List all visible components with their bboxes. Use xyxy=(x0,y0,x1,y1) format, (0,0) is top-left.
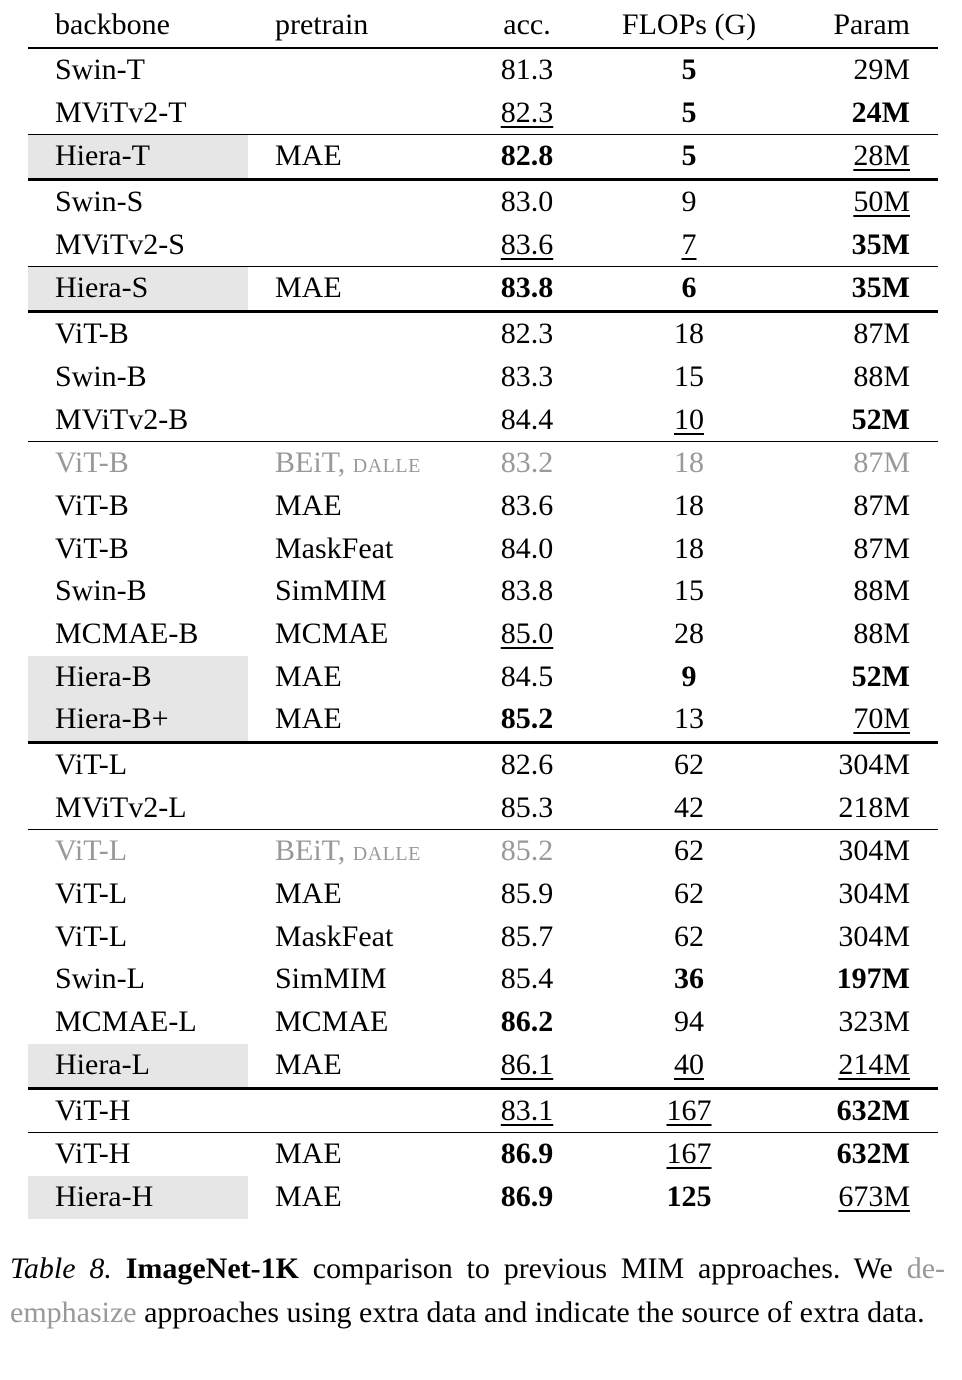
cell-backbone xyxy=(28,1176,248,1219)
cell-backbone xyxy=(28,873,248,916)
cell-acc xyxy=(477,698,577,741)
acc-value: 83.6 xyxy=(500,227,554,261)
cell-backbone xyxy=(28,92,248,135)
acc-value: 85.9 xyxy=(500,877,554,911)
acc-value: 83.1 xyxy=(500,1093,554,1127)
table-row xyxy=(28,656,938,699)
pretrain-value: MAE xyxy=(275,1137,342,1171)
cell-backbone xyxy=(28,49,248,92)
cell-pretrain xyxy=(275,698,342,741)
cell-backbone xyxy=(28,528,248,571)
cell-flops xyxy=(639,1176,739,1219)
backbone-value: MCMAE-B xyxy=(55,616,199,650)
flops-value: 18 xyxy=(674,317,704,351)
acc-value: 81.3 xyxy=(500,53,554,86)
cell-flops xyxy=(639,613,739,656)
header-backbone: backbone xyxy=(55,8,170,41)
cell-pretrain xyxy=(275,916,393,959)
comparison-table xyxy=(28,0,938,1219)
cell-param xyxy=(838,830,910,873)
param-value: 214M xyxy=(838,1047,910,1081)
cell-flops xyxy=(639,958,739,1001)
pretrain-value: MCMAE xyxy=(275,1005,389,1039)
cell-flops xyxy=(639,224,739,267)
cell-flops xyxy=(639,787,739,830)
param-value: 87M xyxy=(853,531,910,565)
cell-param xyxy=(852,399,910,442)
backbone-value: Hiera-H xyxy=(55,1179,154,1213)
table-row xyxy=(28,873,938,916)
cell-acc xyxy=(477,181,577,224)
backbone-value: Hiera-B+ xyxy=(55,702,169,736)
flops-value: 13 xyxy=(674,702,704,736)
flops-value: 7 xyxy=(681,227,697,261)
pretrain-value: MCMAE xyxy=(275,616,389,650)
cell-acc xyxy=(477,873,577,916)
pretrain-value: BEiT, xyxy=(275,834,353,868)
cell-backbone xyxy=(28,830,248,873)
cell-flops xyxy=(639,399,739,442)
flops-value: 36 xyxy=(674,962,704,996)
cell-flops xyxy=(639,442,739,485)
acc-value: 85.7 xyxy=(500,919,554,953)
header-flops: FLOPs (G) xyxy=(621,8,757,41)
cell-acc xyxy=(477,1090,577,1133)
pretrain-value: MaskFeat xyxy=(275,919,394,953)
backbone-value: ViT-H xyxy=(55,1093,131,1127)
pretrain-value: MAE xyxy=(275,488,342,522)
table-row xyxy=(28,1001,938,1044)
cell-pretrain xyxy=(275,570,387,613)
pretrain-value: MAE xyxy=(275,877,342,911)
acc-value: 85.2 xyxy=(500,834,554,868)
table-row xyxy=(28,49,938,92)
table-row xyxy=(28,399,938,443)
cell-flops xyxy=(639,1090,739,1133)
cell-acc xyxy=(477,224,577,267)
acc-value: 83.0 xyxy=(500,185,554,219)
table-row xyxy=(28,224,938,268)
table-row xyxy=(28,442,938,485)
backbone-value: Hiera-B xyxy=(55,659,152,693)
table-row xyxy=(28,181,938,224)
cell-param xyxy=(853,485,910,528)
flops-value: 62 xyxy=(674,877,704,911)
cell-flops xyxy=(639,830,739,873)
pretrain-value: MAE xyxy=(275,702,342,736)
acc-value: 85.3 xyxy=(500,790,554,824)
cell-backbone xyxy=(28,1044,248,1087)
cell-param xyxy=(838,873,910,916)
table-row xyxy=(28,958,938,1001)
cell-backbone xyxy=(28,442,248,485)
cell-acc xyxy=(477,399,577,442)
param-value: 632M xyxy=(836,1093,910,1127)
cell-acc xyxy=(477,613,577,656)
cell-param xyxy=(853,181,910,224)
acc-value: 82.6 xyxy=(500,748,554,781)
backbone-value: Hiera-S xyxy=(55,271,149,305)
table-row xyxy=(28,1090,938,1134)
backbone-value: ViT-L xyxy=(55,877,128,911)
cell-pretrain xyxy=(275,1133,342,1176)
cell-param xyxy=(853,135,910,178)
cell-param xyxy=(853,570,910,613)
flops-value: 62 xyxy=(674,834,704,868)
acc-value: 83.8 xyxy=(500,574,554,608)
cell-backbone xyxy=(28,744,248,787)
cell-param xyxy=(852,267,910,310)
flops-value: 15 xyxy=(674,574,704,608)
cell-flops xyxy=(639,92,739,135)
cell-pretrain xyxy=(275,442,421,488)
cell-backbone xyxy=(28,656,248,699)
table-row xyxy=(28,570,938,613)
cell-acc xyxy=(477,744,577,787)
cell-param xyxy=(838,787,910,830)
cell-acc xyxy=(477,958,577,1001)
pretrain-value: MAE xyxy=(275,139,342,173)
cell-acc xyxy=(477,528,577,571)
cell-pretrain xyxy=(275,528,393,571)
cell-acc xyxy=(477,442,577,485)
cell-flops xyxy=(639,1133,739,1176)
cell-backbone xyxy=(28,356,248,399)
cell-param xyxy=(853,613,910,656)
cell-acc xyxy=(477,135,577,178)
cell-flops xyxy=(639,1001,739,1044)
cell-param xyxy=(853,49,910,92)
acc-value: 83.8 xyxy=(500,271,554,305)
caption-label: Table 8. xyxy=(10,1252,112,1285)
flops-value: 9 xyxy=(681,185,697,219)
param-value: 28M xyxy=(853,139,910,173)
param-value: 88M xyxy=(853,574,910,608)
cell-backbone xyxy=(28,1133,248,1176)
cell-acc xyxy=(477,356,577,399)
backbone-value: ViT-B xyxy=(55,317,129,351)
backbone-value: ViT-B xyxy=(55,531,129,565)
pretrain-value: MaskFeat xyxy=(275,531,394,565)
param-value: 70M xyxy=(853,702,910,736)
cell-acc xyxy=(477,313,577,356)
cell-acc xyxy=(477,787,577,830)
acc-value: 85.4 xyxy=(500,962,554,996)
param-value: 87M xyxy=(853,488,910,522)
pretrain-value: MAE xyxy=(275,271,342,305)
param-value: 673M xyxy=(838,1179,910,1213)
backbone-value: Swin-T xyxy=(55,53,145,86)
param-value: 50M xyxy=(853,185,910,219)
acc-value: 85.2 xyxy=(500,702,554,736)
cell-flops xyxy=(639,916,739,959)
cell-param xyxy=(853,356,910,399)
flops-value: 5 xyxy=(681,53,697,86)
cell-backbone xyxy=(28,958,248,1001)
cell-backbone xyxy=(28,698,248,741)
cell-param xyxy=(853,313,910,356)
cell-acc xyxy=(477,916,577,959)
table-row xyxy=(28,1133,938,1176)
cell-flops xyxy=(639,656,739,699)
cell-param xyxy=(838,1001,910,1044)
caption-text: comparison to previous MIM approaches. We xyxy=(298,1252,907,1285)
pretrain-value: SimMIM xyxy=(275,574,387,608)
cell-param xyxy=(837,1133,910,1176)
cell-pretrain xyxy=(275,830,421,876)
cell-param xyxy=(838,916,910,959)
cell-pretrain xyxy=(275,1001,388,1044)
header-acc: acc. xyxy=(503,8,551,41)
param-value: 35M xyxy=(851,227,910,261)
table-row xyxy=(28,787,938,831)
table-row xyxy=(28,916,938,959)
flops-value: 18 xyxy=(674,531,704,565)
cell-acc xyxy=(477,1176,577,1219)
table-row xyxy=(28,613,938,656)
flops-value: 167 xyxy=(666,1137,712,1171)
param-value: 218M xyxy=(838,790,910,824)
cell-acc xyxy=(477,267,577,310)
cell-pretrain xyxy=(275,958,387,1001)
table-row xyxy=(28,135,938,181)
cell-param xyxy=(838,744,910,787)
backbone-value: Hiera-T xyxy=(55,139,150,173)
acc-value: 84.5 xyxy=(500,659,554,693)
table-row xyxy=(28,1176,938,1219)
acc-value: 84.4 xyxy=(500,402,554,436)
acc-value: 83.6 xyxy=(500,488,554,522)
backbone-value: MViTv2-L xyxy=(55,790,187,824)
param-value: 88M xyxy=(853,616,910,650)
cell-backbone xyxy=(28,570,248,613)
param-value: 197M xyxy=(836,962,910,996)
pretrain-value: MAE xyxy=(275,1047,342,1081)
cell-pretrain xyxy=(275,873,342,916)
acc-value: 83.2 xyxy=(500,446,554,480)
cell-flops xyxy=(639,267,739,310)
flops-value: 125 xyxy=(666,1179,712,1213)
cell-param xyxy=(852,656,910,699)
acc-value: 84.0 xyxy=(500,531,554,565)
acc-value: 86.1 xyxy=(500,1047,554,1081)
header-param: Param xyxy=(833,8,910,41)
cell-backbone xyxy=(28,399,248,442)
cell-acc xyxy=(477,1001,577,1044)
caption-deemphasize: de-emphasize xyxy=(10,1252,945,1329)
backbone-value: ViT-L xyxy=(55,834,128,868)
flops-value: 40 xyxy=(674,1047,704,1081)
cell-flops xyxy=(639,313,739,356)
cell-param xyxy=(838,1044,910,1087)
flops-value: 10 xyxy=(674,402,704,436)
backbone-value: MCMAE-L xyxy=(55,1005,197,1039)
cell-param xyxy=(852,92,910,135)
table-row xyxy=(28,356,938,399)
backbone-value: MViTv2-S xyxy=(55,227,185,261)
cell-flops xyxy=(639,528,739,571)
flops-value: 167 xyxy=(666,1093,712,1127)
table-row xyxy=(28,92,938,136)
pretrain-value: MAE xyxy=(275,1179,342,1213)
flops-value: 94 xyxy=(674,1005,704,1039)
flops-value: 5 xyxy=(681,95,697,129)
acc-value: 86.2 xyxy=(500,1005,554,1039)
backbone-value: Hiera-L xyxy=(55,1047,150,1081)
param-value: 304M xyxy=(838,834,910,868)
backbone-value: MViTv2-B xyxy=(55,402,189,436)
cell-flops xyxy=(639,1044,739,1087)
flops-value: 62 xyxy=(674,748,704,781)
cell-param xyxy=(853,698,910,741)
cell-backbone xyxy=(28,1090,248,1133)
cell-acc xyxy=(477,830,577,873)
backbone-value: ViT-L xyxy=(55,919,128,953)
cell-acc xyxy=(477,485,577,528)
flops-value: 15 xyxy=(674,359,704,393)
cell-pretrain xyxy=(275,1044,342,1087)
cell-param xyxy=(837,958,910,1001)
param-value: 52M xyxy=(851,659,910,693)
cell-backbone xyxy=(28,135,248,178)
cell-pretrain xyxy=(275,485,342,528)
cell-flops xyxy=(639,49,739,92)
pretrain-data-source: DALLE xyxy=(352,843,421,866)
cell-pretrain xyxy=(275,613,388,656)
acc-value: 85.0 xyxy=(500,616,554,650)
cell-pretrain xyxy=(275,1176,342,1219)
table-row xyxy=(28,830,938,873)
caption-text-2: approaches using extra data and indicate the source of extra data. xyxy=(136,1296,925,1329)
backbone-value: MViTv2-T xyxy=(55,95,187,129)
table-row xyxy=(28,267,938,313)
acc-value: 86.9 xyxy=(500,1137,554,1171)
flops-value: 28 xyxy=(674,616,704,650)
cell-backbone xyxy=(28,224,248,267)
table-row xyxy=(28,698,938,744)
acc-value: 83.3 xyxy=(500,359,554,393)
cell-pretrain xyxy=(275,135,342,178)
flops-value: 18 xyxy=(674,446,704,480)
backbone-value: ViT-L xyxy=(55,748,128,781)
backbone-value: ViT-H xyxy=(55,1137,131,1171)
param-value: 24M xyxy=(851,95,910,129)
acc-value: 86.9 xyxy=(500,1179,554,1213)
cell-backbone xyxy=(28,916,248,959)
cell-param xyxy=(853,442,910,485)
param-value: 29M xyxy=(853,53,910,86)
param-value: 304M xyxy=(838,748,910,781)
backbone-value: ViT-B xyxy=(55,446,129,480)
param-value: 304M xyxy=(838,919,910,953)
cell-backbone xyxy=(28,613,248,656)
pretrain-value: SimMIM xyxy=(275,962,387,996)
param-value: 88M xyxy=(853,359,910,393)
cell-backbone xyxy=(28,313,248,356)
table-header xyxy=(28,0,938,49)
cell-param xyxy=(852,224,910,267)
flops-value: 42 xyxy=(674,790,704,824)
cell-backbone xyxy=(28,181,248,224)
cell-pretrain xyxy=(275,267,342,310)
flops-value: 6 xyxy=(681,271,697,305)
acc-value: 82.8 xyxy=(500,139,554,173)
cell-backbone xyxy=(28,787,248,830)
param-value: 323M xyxy=(838,1005,910,1039)
cell-param xyxy=(838,1176,910,1219)
param-value: 87M xyxy=(853,446,910,480)
pretrain-value: MAE xyxy=(275,659,342,693)
table-row xyxy=(28,744,938,787)
pretrain-value: BEiT, xyxy=(275,446,353,480)
flops-value: 5 xyxy=(681,139,697,173)
acc-value: 82.3 xyxy=(500,95,554,129)
cell-acc xyxy=(477,570,577,613)
param-value: 52M xyxy=(851,402,910,436)
cell-flops xyxy=(639,485,739,528)
backbone-value: Swin-B xyxy=(55,574,147,608)
cell-pretrain xyxy=(275,656,342,699)
table-caption xyxy=(10,1247,945,1335)
table-row xyxy=(28,1044,938,1090)
cell-acc xyxy=(477,656,577,699)
cell-backbone xyxy=(28,1001,248,1044)
cell-acc xyxy=(477,1044,577,1087)
backbone-value: Swin-S xyxy=(55,185,144,219)
cell-flops xyxy=(639,135,739,178)
cell-acc xyxy=(477,1133,577,1176)
acc-value: 82.3 xyxy=(500,317,554,351)
flops-value: 9 xyxy=(681,659,697,693)
backbone-value: Swin-B xyxy=(55,359,147,393)
backbone-value: ViT-B xyxy=(55,488,129,522)
table-row xyxy=(28,313,938,356)
flops-value: 62 xyxy=(674,919,704,953)
cell-acc xyxy=(477,92,577,135)
param-value: 304M xyxy=(838,877,910,911)
cell-param xyxy=(837,1090,910,1133)
cell-backbone xyxy=(28,485,248,528)
cell-param xyxy=(853,528,910,571)
cell-flops xyxy=(639,873,739,916)
cell-flops xyxy=(639,181,739,224)
flops-value: 18 xyxy=(674,488,704,522)
cell-acc xyxy=(477,49,577,92)
pretrain-data-source: DALLE xyxy=(352,455,421,478)
param-value: 35M xyxy=(851,271,910,305)
cell-flops xyxy=(639,356,739,399)
table-row xyxy=(28,528,938,571)
table-body xyxy=(28,49,938,1219)
cell-flops xyxy=(639,744,739,787)
caption-title: ImageNet-1K xyxy=(125,1252,299,1285)
header-pretrain: pretrain xyxy=(275,8,369,41)
cell-flops xyxy=(639,570,739,613)
param-value: 87M xyxy=(853,317,910,351)
table-row xyxy=(28,485,938,528)
cell-flops xyxy=(639,698,739,741)
param-value: 632M xyxy=(836,1137,910,1171)
cell-backbone xyxy=(28,267,248,310)
backbone-value: Swin-L xyxy=(55,962,145,996)
